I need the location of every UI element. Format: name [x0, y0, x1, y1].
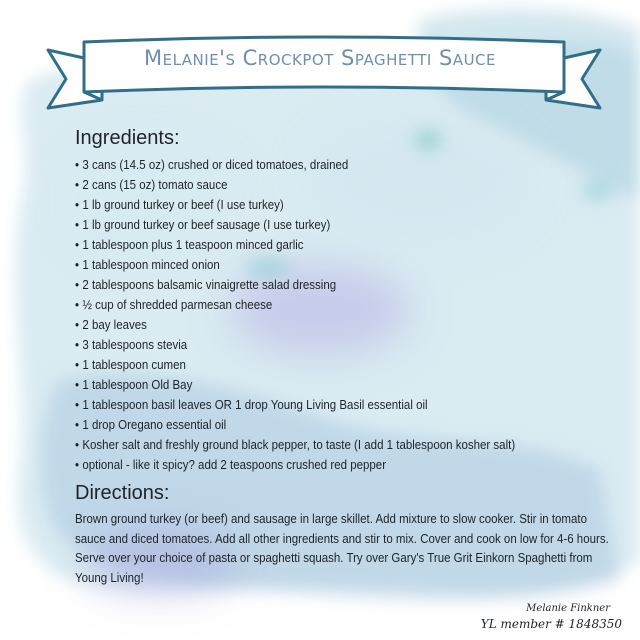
bullet-icon: •: [75, 398, 80, 412]
directions-text: Brown ground turkey (or beef) and sausage in large skillet. Add mixture to slow cooker. Stir in tomato sauce and diced tomatoes. Add all other ingredients and stir to mix. Cover and cook on low for 4-6 hours. Serve over your choice of pasta or spaghetti squash. Try over Gary's True Grit Einkorn Spaghetti from Young Living!: [75, 512, 609, 585]
signature: [481, 602, 622, 632]
ingredient-item: [75, 175, 576, 195]
bullet-icon: •: [75, 278, 80, 292]
ingredient-text: 3 cans (14.5 oz) crushed or diced tomatoes, drained: [82, 158, 349, 172]
ingredient-text: 1 lb ground turkey or beef sausage (I use turkey): [82, 218, 331, 232]
ingredient-item: [75, 375, 576, 395]
bullet-icon: •: [75, 218, 80, 232]
ingredient-text: 1 lb ground turkey or beef (I use turkey): [82, 198, 284, 212]
ingredient-item: [75, 355, 576, 375]
ingredient-text: 3 tablespoons stevia: [82, 338, 188, 352]
ingredient-text: 2 bay leaves: [82, 318, 147, 332]
bullet-icon: •: [75, 198, 80, 212]
ingredient-item: [75, 315, 576, 335]
ingredient-item: [75, 275, 576, 295]
ingredients-list: [75, 155, 620, 475]
bullet-icon: •: [75, 298, 80, 312]
ingredient-item: [75, 255, 576, 275]
ingredient-item: [75, 455, 576, 475]
bullet-icon: •: [75, 338, 80, 352]
recipe-title: Melanie's Crockpot Spaghetti Sauce: [143, 46, 497, 70]
ingredient-text: ½ cup of shredded parmesan cheese: [82, 298, 273, 312]
bullet-icon: •: [75, 258, 80, 272]
bullet-icon: •: [75, 378, 80, 392]
bullet-icon: •: [75, 438, 80, 452]
bullet-icon: •: [75, 418, 80, 432]
signature-member-number: YL member # 1848350: [480, 617, 622, 631]
ingredient-item: [75, 215, 576, 235]
ingredient-item: [75, 295, 576, 315]
bullet-icon: •: [75, 238, 80, 252]
ingredient-item: [75, 335, 576, 355]
recipe-body: [75, 126, 620, 588]
ingredient-item: [75, 435, 576, 455]
ingredient-text: 1 tablespoon minced onion: [82, 258, 220, 272]
ingredient-item: [75, 395, 576, 415]
bullet-icon: •: [75, 458, 80, 472]
bullet-icon: •: [75, 318, 80, 332]
ingredient-text: optional - like it spicy? add 2 teaspoons crushed red pepper: [82, 458, 387, 472]
ingredient-text: 1 tablespoon Old Bay: [82, 378, 193, 392]
signature-name: Melanie Finkner: [526, 603, 610, 614]
ingredient-text: Kosher salt and freshly ground black pepper, to taste (I add 1 tablespoon kosher salt): [82, 438, 516, 452]
ingredient-text: 2 cans (15 oz) tomato sauce: [82, 178, 228, 192]
ingredient-item: [75, 415, 576, 435]
ingredient-text: 1 tablespoon basil leaves OR 1 drop Young Living Basil essential oil: [82, 398, 428, 412]
ingredient-item: [75, 155, 576, 175]
ingredients-heading: Ingredients:: [75, 127, 180, 149]
ingredient-text: 2 tablespoons balsamic vinaigrette salad dressing: [82, 278, 337, 292]
bullet-icon: •: [75, 158, 80, 172]
ingredient-item: [75, 195, 576, 215]
bullet-icon: •: [75, 358, 80, 372]
title-banner: [40, 28, 608, 120]
ingredient-text: 1 tablespoon cumen: [82, 358, 186, 372]
ingredient-item: [75, 235, 576, 255]
directions-heading: Directions:: [75, 482, 170, 504]
ingredient-text: 1 drop Oregano essential oil: [82, 418, 227, 432]
bullet-icon: •: [75, 178, 80, 192]
ingredient-text: 1 tablespoon plus 1 teaspoon minced garlic: [82, 238, 304, 252]
